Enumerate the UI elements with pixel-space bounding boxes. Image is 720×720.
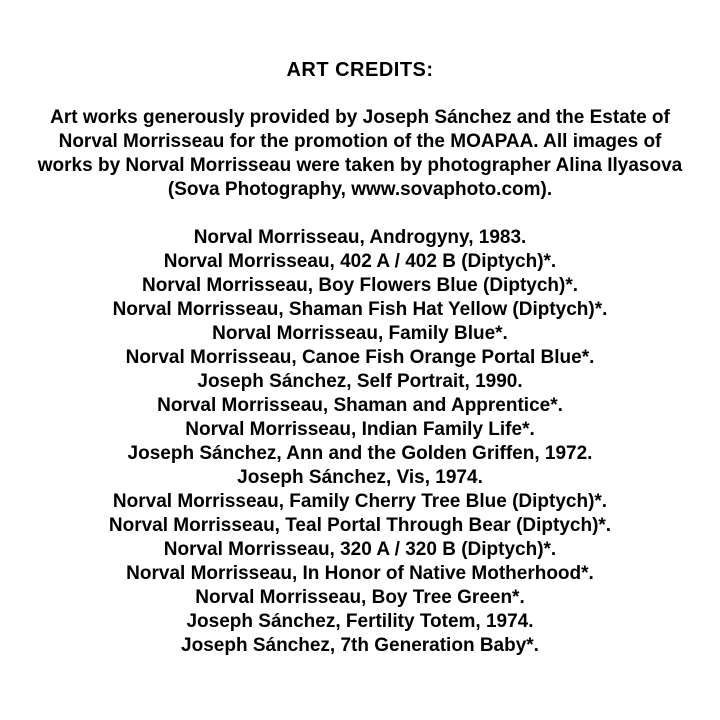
credit-line: Norval Morrisseau, Family Cherry Tree Blue (Diptych)*. [112,491,608,512]
credit-line: Norval Morrisseau, 402 A / 402 B (Diptych)*. [163,251,557,272]
credit-line: Norval Morrisseau, Shaman Fish Hat Yellow (Diptych)*. [112,299,608,320]
page-title: ART CREDITS: [286,59,434,81]
credit-line: Joseph Sánchez, Vis, 1974. [237,467,483,488]
credit-line: Joseph Sánchez, Fertility Totem, 1974. [186,611,534,632]
credit-line: Norval Morrisseau, 320 A / 320 B (Diptych)*. [163,539,557,560]
credit-line: Norval Morrisseau, Indian Family Life*. [185,419,535,440]
credit-line: Norval Morrisseau, Family Blue*. [212,323,508,344]
credit-line: Norval Morrisseau, Boy Flowers Blue (Diptych)*. [141,275,579,296]
credit-line: Norval Morrisseau, Shaman and Apprentice*. [157,395,563,416]
intro-paragraph: Art works generously provided by Joseph Sánchez and the Estate of Norval Morrisseau for the promotion of the MOAPAA. All images of works by Norval Morrisseau were taken by photographer Alina Ilyasova (Sova Photography, www.sovaphoto.com). [37,107,683,200]
credit-line: Joseph Sánchez, 7th Generation Baby*. [181,635,539,656]
credit-line: Norval Morrisseau, Boy Tree Green*. [195,587,525,608]
credit-line: Joseph Sánchez, Ann and the Golden Griffen, 1972. [127,443,593,464]
credit-line: Norval Morrisseau, Androgyny, 1983. [193,227,527,248]
credit-line: Joseph Sánchez, Self Portrait, 1990. [197,371,523,392]
credits-list [0,226,720,658]
credit-line: Norval Morrisseau, Canoe Fish Orange Portal Blue*. [125,347,595,368]
credit-line: Norval Morrisseau, In Honor of Native Motherhood*. [126,563,594,584]
credit-line: Norval Morrisseau, Teal Portal Through Bear (Diptych)*. [108,515,612,536]
